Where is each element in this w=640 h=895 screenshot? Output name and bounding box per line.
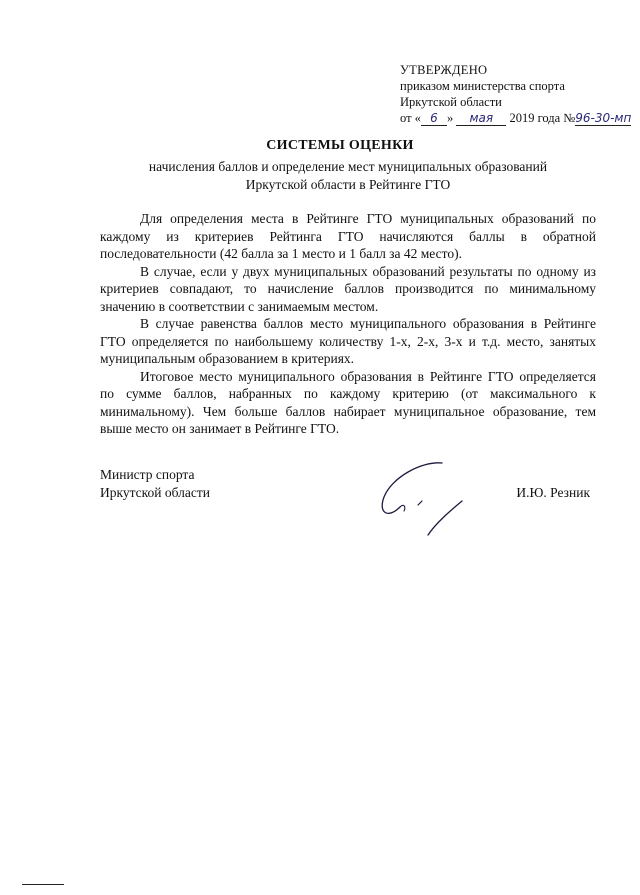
document-title: СИСТЕМЫ ОЦЕНКИ [266, 138, 414, 153]
handwritten-signature-icon [370, 455, 480, 545]
approval-region-line: Иркутской области [400, 95, 502, 109]
date-day: 6 [421, 111, 447, 126]
subtitle-line-1: начисления баллов и определение мест муниципальных образований [148, 159, 548, 174]
signatory-position-line-1: Министр спорта [100, 467, 195, 482]
paragraph-1: Для определения места в Рейтинге ГТО муниципальных образований по каждому из критериев Рейтинга ГТО начисляются баллы в обратной последовательности (42 балла за 1 место и 1 балл за 42 место). [100, 211, 596, 261]
subtitle-line-2: Иркутской области в Рейтинге ГТО [245, 177, 451, 192]
document-body [100, 210, 596, 438]
order-number: 96-30-мп [575, 111, 632, 125]
date-mid: » [446, 111, 454, 125]
approval-date-line [400, 110, 636, 126]
paragraph-3: В случае равенства баллов место муниципального образования в Рейтинге ГТО определяется по наибольшему количеству 1-х, 2-х, 3-х и т.д. место, занятых муниципальным образованием в критериях. [100, 316, 596, 366]
approval-heading: УТВЕРЖДЕНО [400, 63, 488, 77]
paragraph-2: В случае, если у двух муниципальных образований результаты по одному из критериев совпадают, то начисление баллов производится по минимальному значению в соответствии с занимаемым местом. [100, 263, 596, 314]
signatory-position [100, 466, 210, 502]
signatory-position-line-2: Иркутской области [100, 485, 211, 500]
date-prefix: от « [400, 111, 421, 125]
date-month: мая [456, 111, 506, 126]
document-subtitle [100, 158, 596, 194]
approval-order-line: приказом министерства спорта [400, 79, 565, 93]
paragraph-4: Итоговое место муниципального образования в Рейтинге ГТО определяется по сумме баллов, набранных по каждому критерию (от максимального к минимальному). Чем больше баллов набирает муниципальное образование, тем выше место он занимает в Рейтинге ГТО. [100, 368, 596, 436]
signatory-name: И.Ю. Резник [516, 485, 590, 500]
date-year: 2019 года № [509, 111, 576, 125]
footer-divider [22, 884, 64, 885]
approval-block [400, 62, 636, 126]
